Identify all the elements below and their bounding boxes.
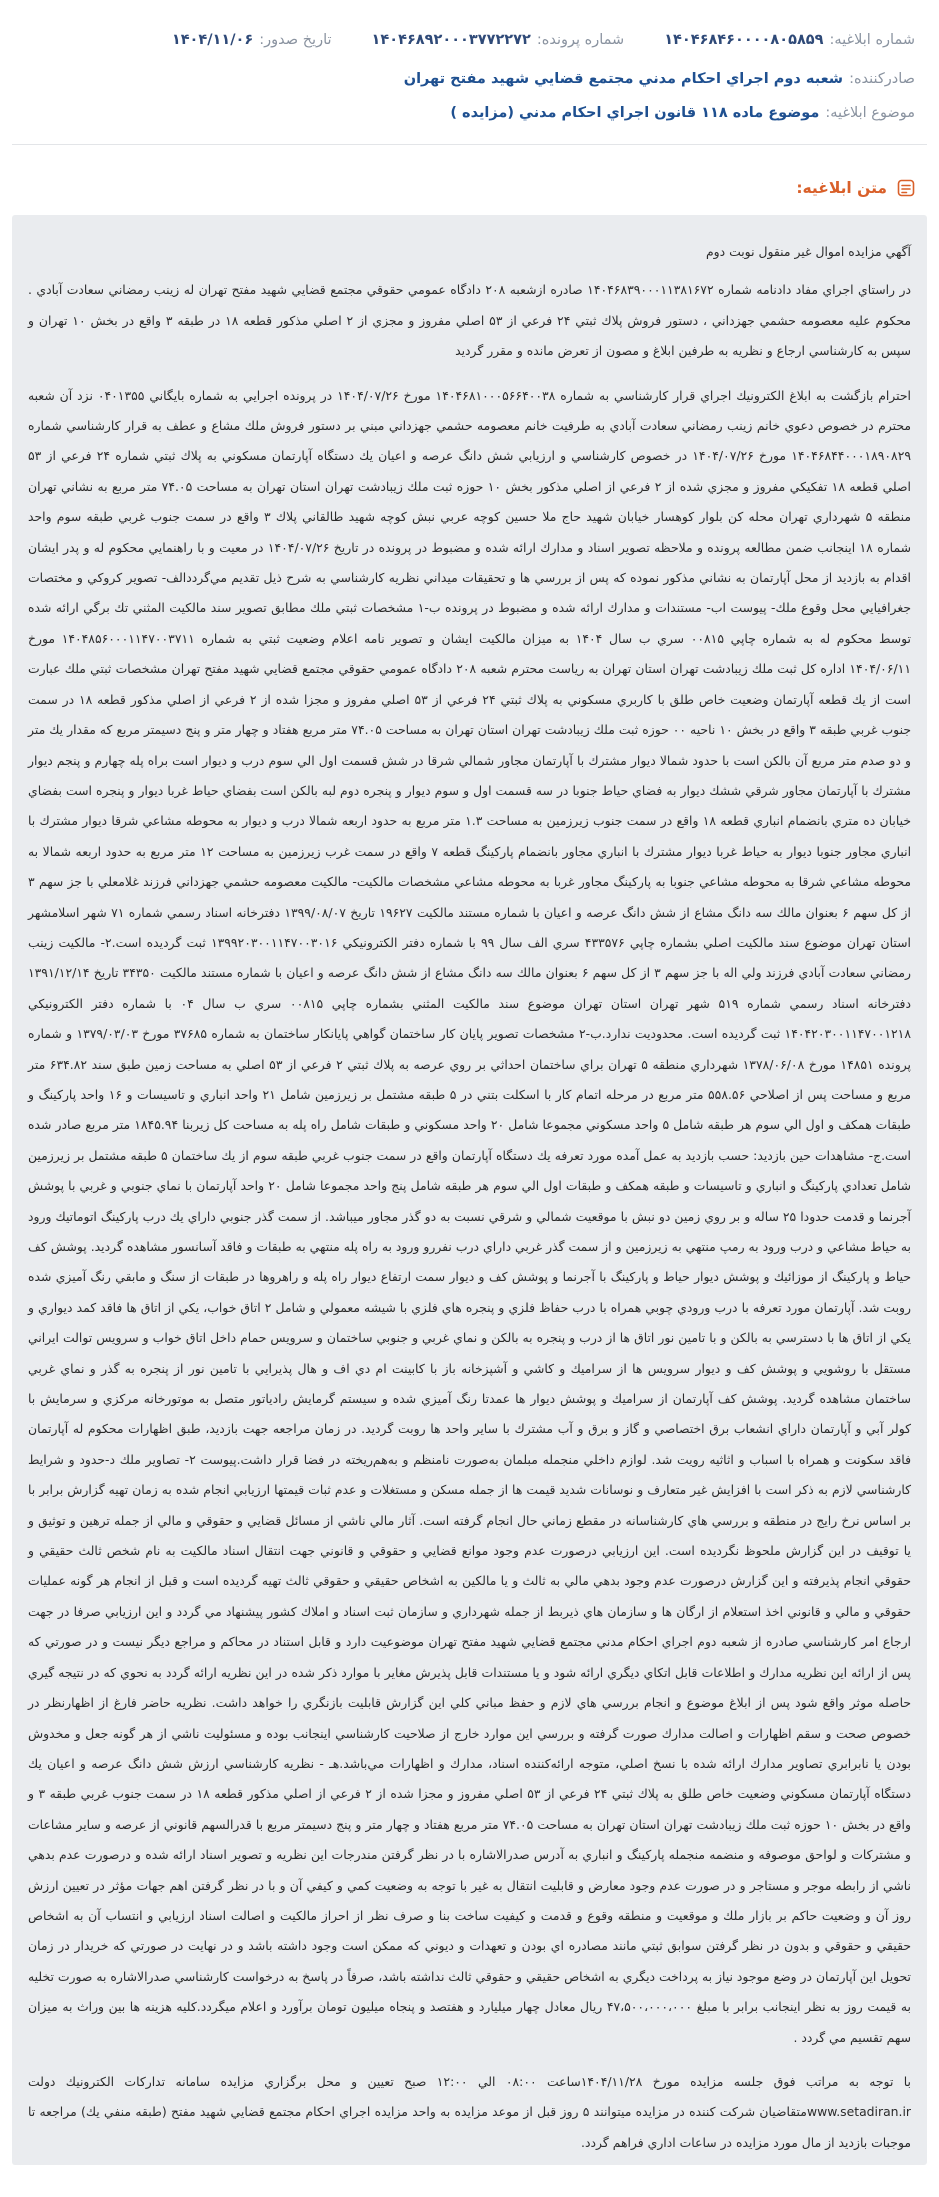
notice-number [664, 32, 915, 48]
notice-number-value: ۱۴۰۴۶۸۴۶۰۰۰۰۸۰۵۸۵۹ [664, 32, 824, 48]
case-number-label: شماره پرونده: [536, 32, 625, 48]
subject-value: موضوع ماده ۱۱۸ قانون اجراي احكام مدني (مزايده ) [450, 105, 820, 121]
case-number-value: ۱۴۰۴۶۸۹۲۰۰۰۳۷۷۲۲۷۲ [371, 32, 531, 48]
issuer-label: صادرکننده: [849, 71, 915, 87]
section-header [12, 175, 927, 201]
section-title: متن ابلاغیه: [796, 179, 887, 197]
notice-number-label: شماره ابلاغیه: [829, 32, 915, 48]
divider [12, 144, 927, 145]
issuer-value: شعبه دوم اجراي احكام مدني مجتمع قضايي شهيد مفتح تهران [403, 71, 844, 87]
issue-date-value: ۱۴۰۴/۱۱/۰۶ [171, 32, 254, 48]
document-text-icon [895, 177, 917, 199]
subject-label: موضوع ابلاغیه: [825, 105, 915, 121]
issue-date-label: تاریخ صدور: [259, 32, 332, 48]
ad-heading: آگهي مزايده اموال غير منقول نوبت دوم [705, 244, 911, 259]
notice-page [0, 22, 939, 2197]
notice-body [12, 215, 927, 2165]
body-paragraph-2: احترام بازگشت به ابلاغ الكترونيك اجراي قرار كارشناسي به شماره ۱۴۰۴۶۸۱۰۰۰۵۶۶۴۰۰۳۸ مورخ ۱۴۰۴/۰۷/۲۶ در پرونده اجرايي به شماره بايگاني ۰۴۰۱۳۵۵ نزد آن شعبه محترم در خصوص دعوي خانم زينب رمضاني سعادت آبادي به طرفيت خانم معصومه حشمي جهزداني مبني بر دستور فروش ملك مشاع و عطف به قرار كارشناسي شماره ۱۴۰۴۶۸۴۴۰۰۰۱۸۹۰۸۲۹ مورخ ۱۴۰۴/۰۷/۲۶ در خصوص كارشناسي و ارزيابي شش دانگ عرصه و اعيان يك دستگاه آپارتمان مسكوني به پلاك ثبتي شماره ۲۴ فرعي از ۵۳ اصلي قطعه ۱۸ تفكيكي مفروز و مجزي شده از ۲ فرعي از اصلي مذكور بخش ۱۰ حوزه ثبت ملك زيبادشت تهران استان تهران به مساحت ۷۴.۰۵ متر مربع به نشاني تهران منطقه ۵ شهرداري تهران محله كن بلوار كوهسار خيابان شهيد حاج ملا حسين كوچه عربي نبش كوچه شهيد طالقاني پلاك ۳ واقع در سمت جنوب غربي طبقه سوم واحد شماره ۱۸ اينجانب ضمن مطالعه پرونده و ملاحظه تصوير اسناد و مدارك ارائه شده و مضبوط در پرونده در تاريخ ۱۴۰۴/۰۷/۲۶ در معيت و با راهنمايي محكوم له و پدر ايشان اقدام به بازديد از محل آپارتمان به نشاني مذكور نموده كه پس از بررسي ها و تحقيقات ميداني نظريه كارشناسي به شرح ذيل تقديم مي‌گرددالف- تصوير كروكي و مختصات جغرافيايي محل وقوع ملك- پيوست اب- مستندات و مدارك ارائه شده و مضبوط در پرونده ب-۱ مشخصات ثبتي ملك مطابق تصوير سند مالكيت المثني تك برگي ارائه شده توسط محكوم له به شماره چاپي ۰۰۸۱۵ سري ب سال ۱۴۰۴ به ميزان مالكيت ايشان و تصوير نامه اعلام وضعيت ثبتي به شماره ۱۴۰۴۸۵۶۰۰۰۱۱۴۷۰۰۳۷۱۱ مورخ ۱۴۰۴/۰۶/۱۱ اداره كل ثبت ملك زيبادشت تهران استان تهران به رياست محترم شعبه ۲۰۸ دادگاه عمومي حقوقي مجتمع قضايي شهيد مفتح تهران مشخصات ثبتي ملك عبارت است از يك قطعه آپارتمان وضعيت خاص طلق با كاربري مسكوني به پلاك ثبتي ۲۴ فرعي از ۵۳ اصلي مفروز و مجزا شده از ۲ فرعي از اصلي مذكور قطعه ۱۸ در سمت جنوب غربي طبقه ۳ واقع در بخش ۱۰ ناحيه ۰۰ حوزه ثبت ملك زيبادشت تهران استان تهران به مساحت ۷۴.۰۵ متر مربع هفتاد و چهار متر و پنج دسيمتر مربع كه مقدار يك متر و دو صدم متر مربع آن بالكن است با حدود شمالا ديوار مشترك با آپارتمان مجاور شمالي شرقا در شش قسمت اول الي سوم درب و ديوار است براه پله چهارم و پنجم ديوار مشترك با آپارتمان مجاور شرقي ششك ديوار به فضاي حياط جنوبا در سه قسمت اول و سوم ديوار و پنجره دوم لبه بالكن است بفضاي حياط غربا ديوار و پنجره است بفضاي خيابان ده متري بانضمام انباري قطعه ۱۸ واقع در سمت جنوب زيرزمين به مساحت ۱.۳ متر مربع به حدود اربعه شمالا درب و ديوار به محوطه مشاعي شرقا ديوار مشترك با انباري مجاور جنوبا ديوار به حياط غربا ديوار مشترك با انباري مجاور بانضمام پاركينگ قطعه ۷ واقع در سمت غرب زيرزمين به مساحت ۱۲ متر مربع به حدود اربعه شمالا به محوطه مشاعي شرقا به محوطه مشاعي جنوبا به پاركينگ مجاور غربا به محوطه مشاعي مشخصات مالكيت- مالكيت معصومه حشمي جهزداني فرزند غلامعلي با جز سهم ۳ از كل سهم ۶ بعنوان مالك سه دانگ مشاع از شش دانگ عرصه و اعيان با شماره مستند مالكيت ۱۹۶۲۷ تاريخ ۱۳۹۹/۰۸/۰۷ دفترخانه اسناد رسمي شماره ۷۱ شهر اسلامشهر استان تهران موضوع سند مالكيت اصلي بشماره چاپي ۴۳۳۵۷۶ سري الف سال ۹۹ با شماره دفتر الكترونيكي ۱۳۹۹۲۰۳۰۰۱۱۴۷۰۰۳۰۱۶ ثبت گرديده است.۲- مالكيت زينب رمضاني سعادت آبادي فرزند ولي اله با جز سهم ۳ از كل سهم ۶ بعنوان مالك سه دانگ مشاع از شش دانگ عرصه و اعيان با شماره مستند مالكيت ۳۴۳۵۰ تاريخ ۱۳۹۱/۱۲/۱۴ دفترخانه اسناد رسمي شماره ۵۱۹ شهر تهران استان تهران موضوع سند مالكيت المثني بشماره چاپي ۰۰۸۱۵ سري ب سال ۰۴ با شماره دفتر الكترونيكي ۱۴۰۴۲۰۳۰۰۱۱۴۷۰۰۱۲۱۸ ثبت گرديده است. محدوديت ندارد.ب-۲ مشخصات تصوير پايان كار ساختمان گواهي پايانكار ساختمان به شماره ۳۷۶۸۵ مورخ ۱۳۷۹/۰۳/۰۳ و شماره پرونده ۱۴۸۵۱ مورخ ۱۳۷۸/۰۶/۰۸ شهرداري منطقه ۵ تهران براي ساختمان احداثي بر روي عرصه به پلاك ثبتي ۲ فرعي از ۵۳ اصلي به مساحت زمين طبق سند ۶۳۴.۸۲ متر مربع و مساحت پس از اصلاحي ۵۵۸.۵۶ متر مربع در مرحله اتمام كار با اسكلت بتني در ۵ طبقه مشتمل بر زيرزمين شامل ۲۱ واحد انباري و تاسيسات و ۱۶ واحد پاركينگ و طبقات همكف و اول الي سوم هر طبقه شامل ۵ واحد مسكوني مجموعا شامل ۲۰ واحد مسكوني و طبقات شامل راه پله به مساحت كل زيربنا ۱۸۴۵.۹۴ متر مربع صادر شده است.ج- مشاهدات حين بازديد: حسب بازديد به عمل آمده مورد تعرفه يك دستگاه آپارتمان واقع در سمت جنوب غربي طبقه سوم از يك ساختمان ۵ طبقه مشتمل بر زيرزمين شامل تعدادي پاركينگ و انباري و تاسيسات و طبقه همكف و طبقات اول الي سوم هر طبقه شامل پنج واحد مجموعا شامل ۲۰ واحد آپارتمان با نماي جنوبي و غربي با پوشش آجرنما و قدمت حدودا ۲۵ ساله و بر روي زمين دو نبش با موقعيت شمالي و شرقي نسبت به دو گذر مجاور ميباشد. از سمت گذر جنوبي داراي يك درب پاركينگ اتوماتيك ورود به حياط مشاعي و درب ورود به رمپ منتهي به زيرزمين و از سمت گذر غربي داراي درب نفررو ورود به راه پله منتهي به طبقات و فاقد آسانسور مشاهده گرديد. پوشش كف حياط و پاركينگ از موزائيك و پوشش ديوار حياط و پاركينگ با آجرنما و پوشش كف و ديوار سمت ارتفاع ديوار راه پله و راهروها در طبقات از سنگ و مابقي رنگ آميزي شده روبت شد. آپارتمان مورد تعرفه با درب ورودي چوبي همراه با درب حفاظ فلزي و پنجره هاي فلزي با شيشه معمولي و شامل ۲ اتاق خواب، يكي از اتاق ها فاقد كمد ديواري و يكي از اتاق ها با دسترسي به بالكن و با تامين نور اتاق ها از درب و پنجره به بالكن و نماي غربي و جنوبي ساختمان و سرويس حمام داخل اتاق خواب و سرويس توالت ايراني مستقل با روشويي و پوشش كف و ديوار سرويس ها از سراميك و كاشي و آشپزخانه باز با كابينت ام دي اف و هال پذيرايي با تامين نور از پنجره به گذر و نماي غربي ساختمان مشاهده گرديد. پوشش كف آپارتمان از سراميك و پوشش ديوار ها عمدتا رنگ آميزي شده و سيستم گرمايش رادياتور متصل به موتورخانه مركزي و سرمايش با كولر آبي و آپارتمان داراي انشعاب برق اختصاصي و گاز و برق و آب مشترك با ساير واحد ها روبت گرديد. در زمان مراجعه جهت بازديد، طبق اظهارات محكوم له آپارتمان فاقد سكونت و همراه با اسباب و اثاثيه رويت شد. لوازم داخلي منجمله مبلمان به‌صورت نامنظم و به‌هم‌ريخته در فضا قرار داشت.پيوست ۲- تصاوير ملك د-حدود و شرايط كارشناسي لازم به ذكر است با افزايش غير متعارف و نوسانات شديد قيمت ها از جمله مسكن و مستغلات و عدم ثبات قيمتها ارزيابي انجام شده به زمان تهيه گزارش برابر با بر اساس نرخ رايج در منطقه و بررسي هاي كارشناسانه در مقطع زماني حال انجام گرفته است. آثار مالي ناشي از مسائل قضايي و حقوقي و مالي از جمله ترهين و توثيق و يا توقيف در اين گزارش ملحوظ نگرديده است. اين ارزيابي درصورت عدم وجود موانع قضايي و حقوقي و قانوني جهت انتقال اسناد مالكيت به نام شخص ثالث حقيقي و حقوقي انجام پذيرفته و اين گزارش درصورت عدم وجود بدهي مالي به ثالث و يا مالكين به اشخاص حقيقي و حقوقي ثالث تهيه گرديده است و قبل از انجام هر گونه عمليات حقوقي و مالي و قانوني اخذ استعلام از ارگان ها و سازمان هاي ذيربط از جمله شهرداري و سازمان ثبت اسناد و املاك كشور پيشنهاد مي گردد و اين ارزيابي صرفا در جهت ارجاع امر كارشناسي صادره از شعبه دوم اجراي احكام مدني مجتمع قضايي شهيد مفتح تهران موضوعيت دارد و قابل استناد در محاكم و مراجع ديگر نيست و در صورتي كه پس از ارائه اين نظريه مدارك و اطلاعات قابل اتكاي ديگري ارائه شود و يا مستندات قابل پذيرش مغاير با موارد ذكر شده در اين نظريه ارائه گردد به نحوي كه در نتيجه گيري حاصله موثر واقع شود پس از ابلاغ موضوع و انجام بررسي هاي لازم و حفظ مباني كلي اين گزارش قابليت بازنگري را خواهد داشت. نظريه حاضر فارغ از اظهارنظر در خصوص صحت و سقم اظهارات و اصالت مدارك صورت گرفته و بررسي اين موارد خارج از صلاحيت كارشناسي اينجانب بوده و مسئوليت ناشي از هر گونه جعل و مخدوش بودن يا نابرابري تصاوير مدارك ارائه شده با نسخ اصلي، متوجه ارائه‌كننده اسناد، مدارك و اظهارات مي‌باشد.هـ - نظريه كارشناسي ارزش شش دانگ عرصه و اعيان يك دستگاه آپارتمان مسكوني وضعيت خاص طلق به پلاك ثبتي ۲۴ فرعي از ۵۳ اصلي مفروز و مجزا شده از ۲ فرعي از اصلي مذكور قطعه ۱۸ در سمت جنوب غربي طبقه ۳ و واقع در بخش ۱۰ حوزه ثبت ملك زيبادشت تهران استان تهران به مساحت ۷۴.۰۵ متر مربع هفتاد و چهار متر و پنج دسيمتر مربع با قدرالسهم قانوني از عرصه و ساير مشاعات و مشتركات و لواحق موصوفه و منضمه منجمله پاركينگ و انباري به آدرس صدرالاشاره با در نظر گرفتن مندرجات اين نظريه و تصوير اسناد ارائه شده و درصورت عدم بدهي ناشي از رابطه موجر و مستاجر و در صورت عدم وجود معارض و قابليت انتقال به غير با توجه به وضعيت كمي و كيفي آن و با در نظر گرفتن اهم جهات مؤثر در تعيين ارزش روز آن و وضعيت حاكم بر بازار ملك و موقعيت و منطقه وقوع و قدمت و كيفيت ساخت بنا و صرف نظر از احراز مالكيت و اصالت اسناد ارزيابي و انتساب آن به اشخاص حقيقي و حقوقي و بدون در نظر گرفتن سوابق ثبتي مانند مصادره اي بودن و تعهدات و ديوني كه ممكن است وجود داشته باشد و در نهايت در صورتي كه خريدار در زمان تحويل اين آپارتمان در وضع موجود نياز به پرداخت ديگري به اشخاص حقيقي و حقوقي ثالث نداشته باشد، صرفاً در پاسخ به درخواست كارشناسي صدرالاشاره به صورت تخليه به قيمت روز به نظر اينجانب برابر با مبلغ ۴۷،۵۰۰،۰۰۰،۰۰۰ ريال معادل چهار ميليارد و هفتصد و پنجاه ميليون تومان برآورد و اعلام ميگردد.كليه هزينه ها بين وراث به ميزان سهم تقسيم مي گردد . [28, 387, 912, 2045]
case-number [372, 32, 625, 48]
issuer-line [12, 64, 927, 94]
body-paragraph-3: با توجه به مراتب فوق جلسه مزايده مورخ ۱۴۰۴/۱۱/۲۸ساعت ۰۸:۰۰ الي ۱۲:۰۰ صبح تعيين و محل برگزاري مزايده سامانه تداركات الكترونيك دولت www.setadiran.irمتقاضيان شركت كننده در مزايده ميتوانند ۵ روز قبل از موعد مزايده به واحد مزايده اجراي احكام مجتمع قضايي شهيد مفتح (طبقه منفي يك) مراجعه تا موجبات بازديد از مال مورد مزايده در ساعات اداري فراهم گردد. [28, 2073, 911, 2150]
meta-row [12, 22, 927, 58]
body-paragraph-1: در راستاي اجراي مفاد دادنامه شماره ۱۴۰۴۶۸۳۹۰۰۰۱۱۳۸۱۶۷۲ صادره ازشعبه ۲۰۸ دادگاه عمومي حقوقي مجتمع قضايي شهيد مفتح تهران له زينب رمضاني سعادت آبادي . محكوم عليه معصومه حشمي جهزداني ، دستور فروش پلاك ثبتي ۲۴ فرعي از ۵۳ اصلي مفروز و مجزي از ۲ اصلي مذكور قطعه ۱۸ در طبقه ۳ واقع در بخش ۱۰ تهران و سپس به كارشناسي ارجاع و نظريه به طرفين ابلاغ و مصون از تعرض مانده و مقرر گرديد [28, 282, 911, 359]
subject-line [12, 98, 927, 128]
issue-date [172, 32, 332, 48]
